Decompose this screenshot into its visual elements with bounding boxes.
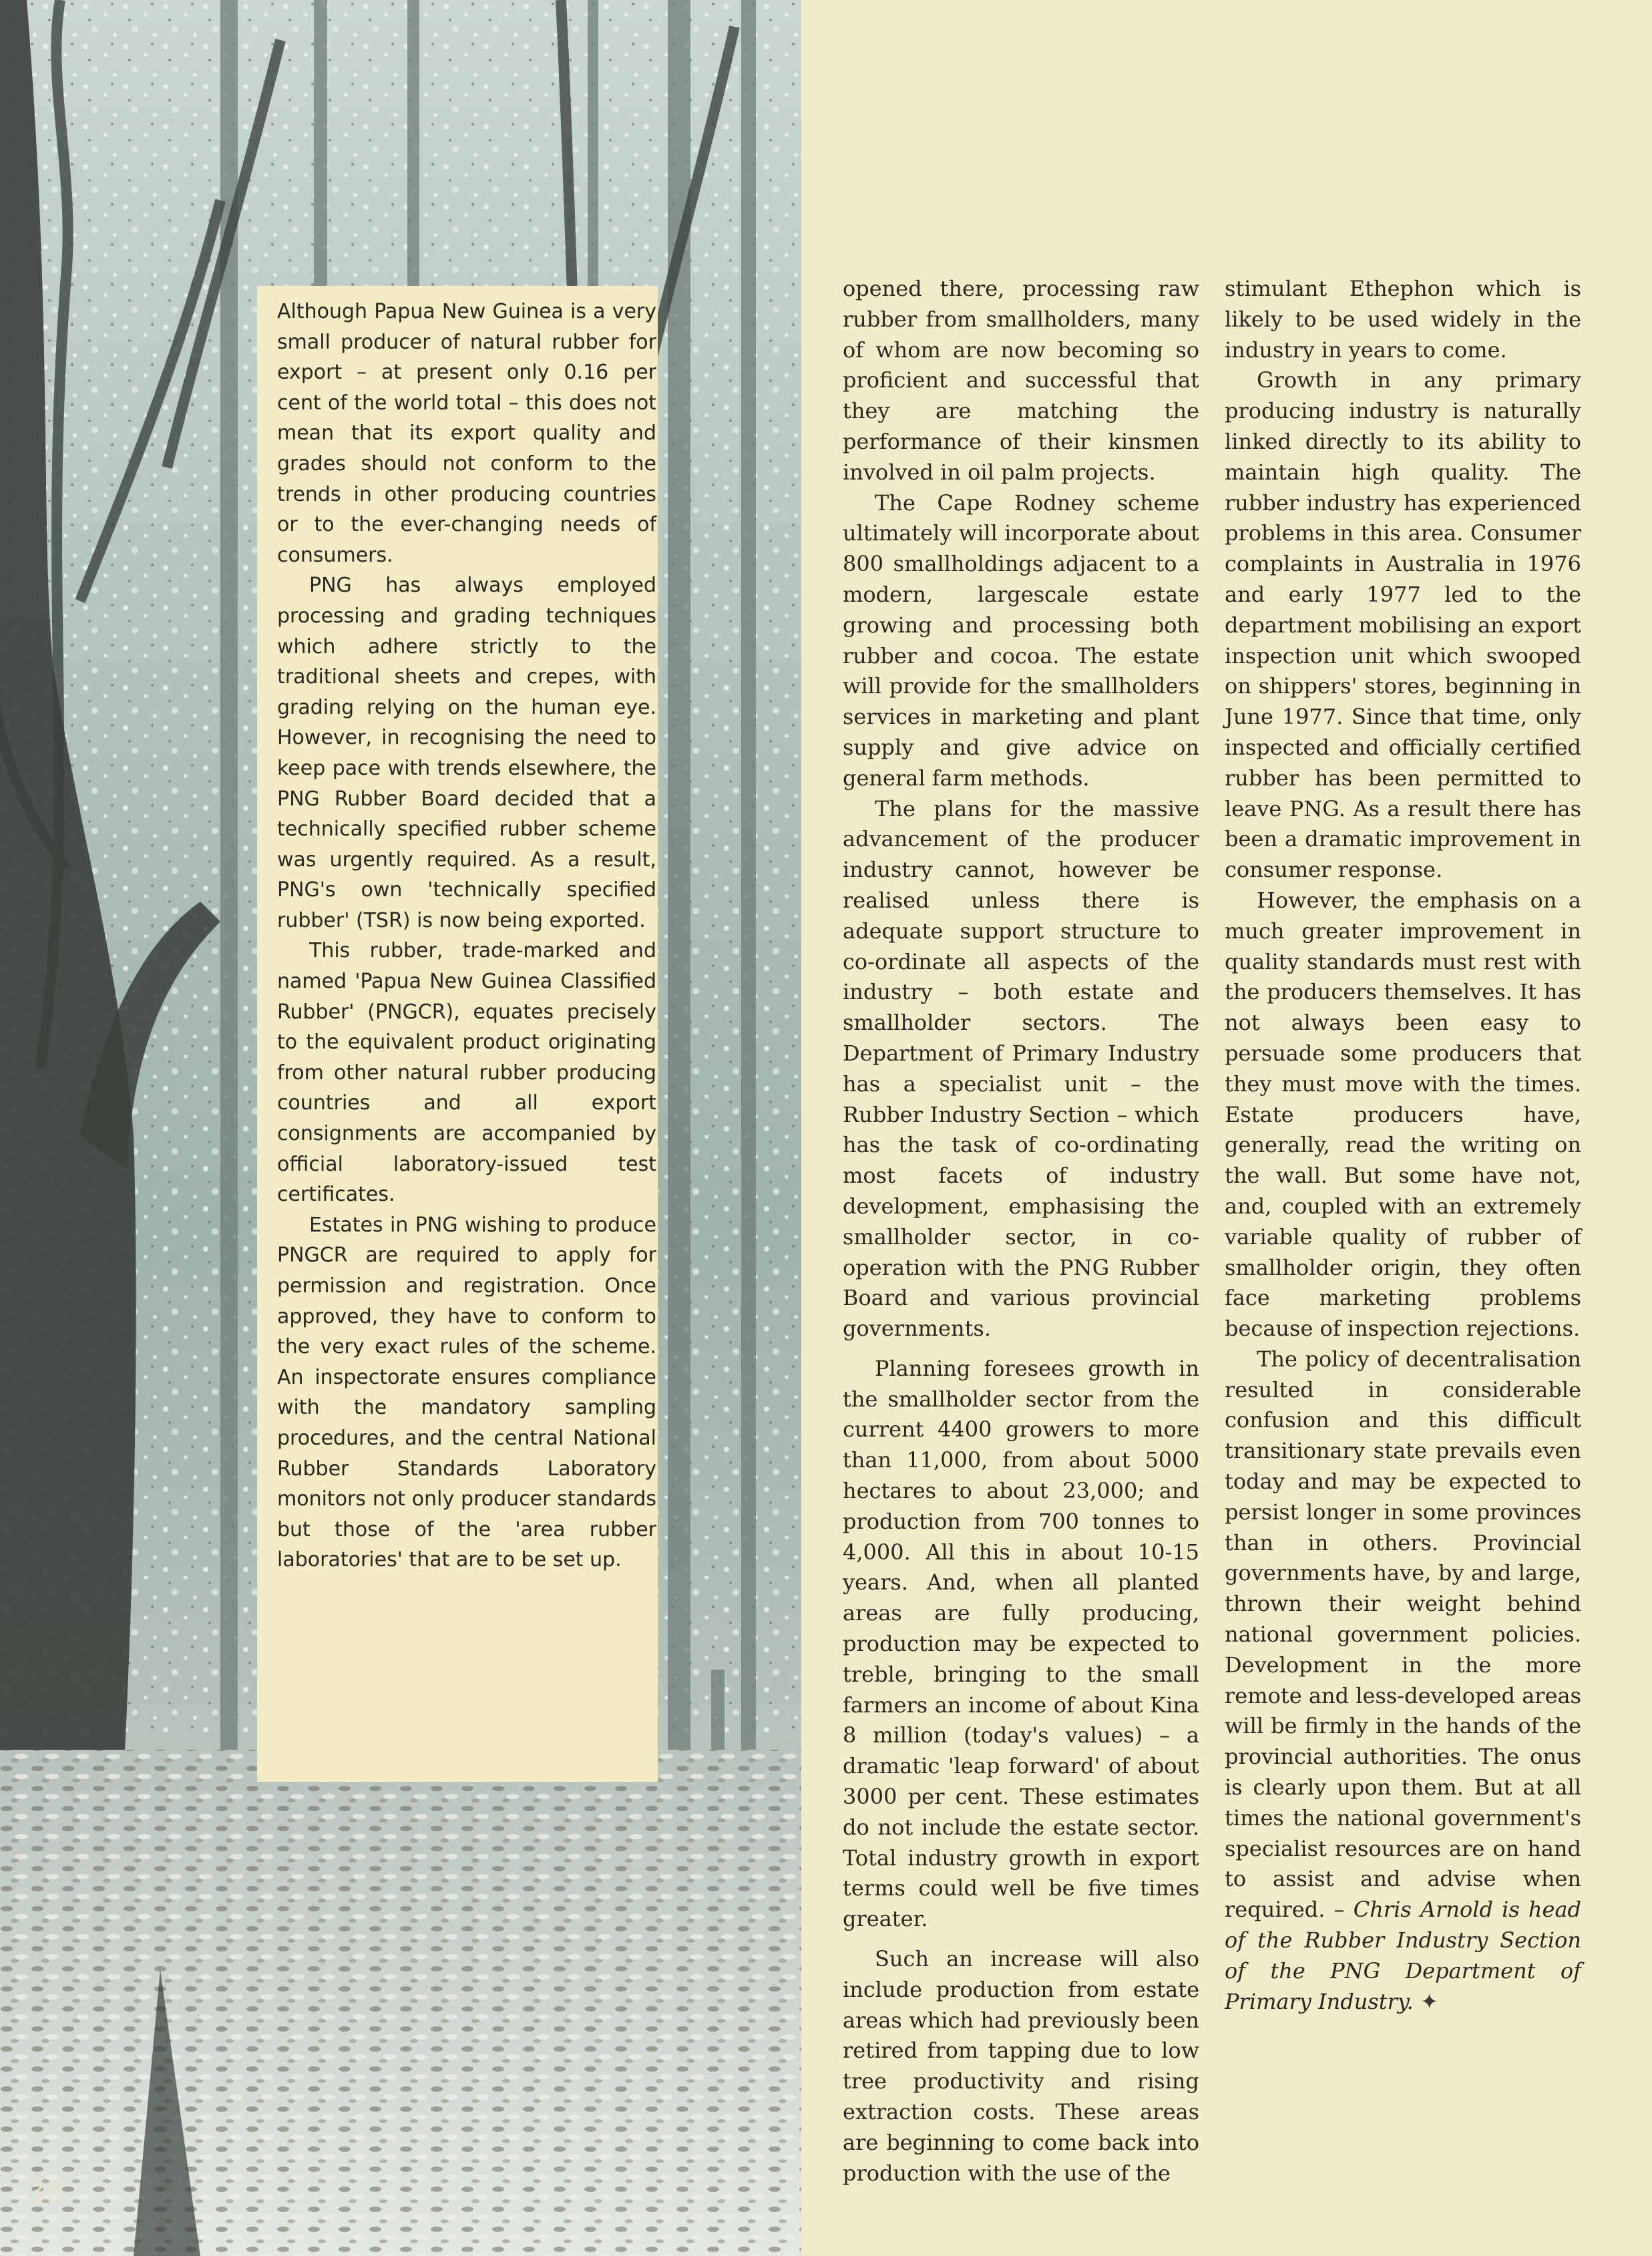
page-number: 38 [27, 2176, 64, 2210]
inset-paragraph: PNG has always employed processing and grading techniques which adhere strictly to the traditional sheets and crepes, with grading relying on the human eye. However, in recognising the need to keep pace with trends elsewhere, the PNG Rubber Board decided that a technically specified rubber scheme was urgently required. As a result, PNG's own 'technically specified rubber' (TSR) is now being exported. [277, 574, 656, 932]
column-paragraph: Planning foresees growth in the smallholder sector from the current 4400 growers to more than 11,000, from about 5000 hectares to about 23,000; and production from 700 tonnes to 4,000. All this in about 10-15 years. And, when all planted areas are fully producing, production may be expected to treble, bringing to the small farmers an income of about Kina 8 million (today's values) – a dramatic 'leap forward' of about 3000 per cent. These estimates do not include the estate sector. Total industry growth in export terms could well be five times greater. [843, 1355, 1199, 1932]
author-byline: Chris Arnold is head of the Rubber Industry Section of the PNG Department of Primary Industry. [1225, 1897, 1582, 2014]
inset-paragraph: Estates in PNG wishing to produce PNGCR are required to apply for permission and registration. Once approved, they have to conform to the very exact rules of the scheme. An inspectorate ensures compliance with the mandatory sampling procedures, and the central National Rubber Standards Laboratory monitors not only producer standards but those of the 'area rubber laboratories' that are to be set up. [277, 1213, 656, 1572]
column-paragraph: However, the emphasis on a much greater improvement in quality standards must rest with the producers themselves. It has not always been easy to persuade some producers that they must move with the times. Estate producers have, generally, read the writing on the wall. But some have not, and, coupled with an extremely variable quality of rubber of smallholder origin, they often face marketing problems because of inspection rejections. [1225, 887, 1581, 1342]
column-paragraph: Such an increase will also include production from estate areas which had previously been retired from tapping due to low tree productivity and rising extraction costs. These areas are beginning to come back into production with the use of the [843, 1946, 1199, 2186]
column-paragraph: The plans for the massive advancement of the producer industry cannot, however be realised unless there is adequate support structure to co-ordinate all aspects of the industry – both estate and smallholder sectors. The Department of Primary Industry has a specialist unit – the Rubber Industry Section – which has the task of co-ordinating most facets of industry development, emphasising the smallholder sector, in co-operation with the PNG Rubber Board and various provincial governments. [843, 795, 1199, 1342]
column-paragraph: stimulant Ethephon which is likely to be used widely in the industry in years to come. [1225, 276, 1581, 363]
column-paragraph: Growth in any primary producing industry is naturally linked directly to its ability to maintain high quality. The rubber industry has experienced problems in this area. Consumer complaints in Australia in 1976 and early 1977 led to the department mobilising an export inspection unit which swooped on shippers' stores, beginning in June 1977. Since that time, only inspected and officially certified rubber has been permitted to leave PNG. As a result there has been a dramatic improvement in consumer response. [1225, 367, 1581, 883]
column-paragraph [1225, 1344, 1581, 2018]
column-paragraph: The Cape Rodney scheme ultimately will incorporate about 800 smallholdings adjacent to a modern, largescale estate growing and processing both rubber and cocoa. The estate will provide for the smallholders services in marketing and plant supply and give advice on general farm methods. [843, 490, 1199, 791]
column-paragraph-text: The policy of decentralisation resulted in considerable confusion and this difficult transitionary state prevails even today and may be expected to persist longer in some provinces than in others. Provincial governments have, by and large, thrown their weight behind national government policies. Development in the more remote and less-developed areas will be firmly in the hands of the provincial authorities. The onus is clearly upon them. But at all times the national government's specialist resources are on hand to assist and advise when required. – [1225, 1346, 1581, 1923]
text-column-2 [1225, 274, 1581, 2017]
text-column-1 [843, 274, 1199, 2189]
end-mark-icon: ✦ [1420, 1988, 1438, 2014]
inset-text-box [257, 286, 658, 1782]
inset-paragraph: This rubber, trade-marked and named 'Papua New Guinea Classified Rubber' (PNGCR), equates precisely to the equivalent product originating from other natural rubber producing countries and all export consignments are accompanied by official laboratory-issued test certificates. [277, 939, 656, 1207]
inset-paragraph: Although Papua New Guinea is a very small producer of natural rubber for export – at present only 0.16 per cent of the world total – this does not mean that its export quality and grades should not conform to the trends in other producing countries or to the ever-changing needs of consumers. [277, 300, 656, 567]
column-paragraph: opened there, processing raw rubber from smallholders, many of whom are now becoming so proficient and successful that they are matching the performance of their kinsmen involved in oil palm projects. [843, 276, 1199, 485]
